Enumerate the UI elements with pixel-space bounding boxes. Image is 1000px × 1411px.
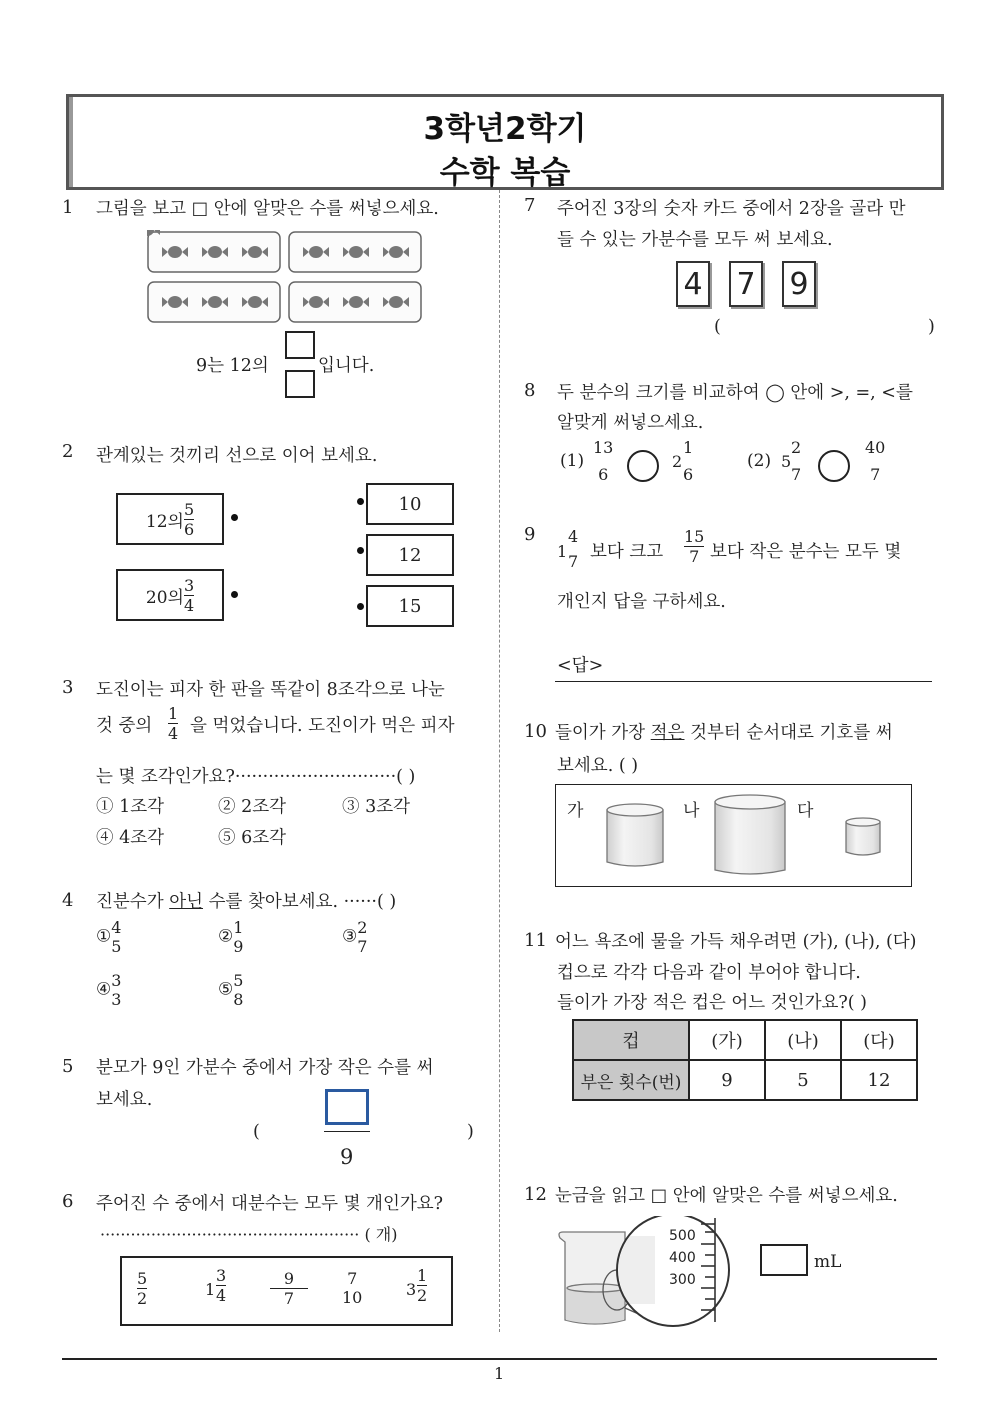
q9-answer-label: <답> [557, 656, 604, 676]
q6-item-whole: 1 [205, 1280, 216, 1299]
q12-answer-box[interactable] [760, 1244, 808, 1276]
q9-number: 9 [524, 524, 536, 545]
q2-left-item[interactable] [116, 569, 224, 621]
denominator: 2 [137, 1289, 148, 1308]
q9-answer-line[interactable] [555, 681, 932, 682]
q8-number: 8 [524, 380, 536, 401]
scale-label: 300 [669, 1272, 696, 1288]
q8-p1-b [683, 438, 693, 484]
q7-number: 7 [524, 195, 536, 216]
numerator: 5 [137, 1269, 148, 1288]
footer-line [62, 1358, 937, 1360]
denominator: 7 [270, 1288, 308, 1308]
cups-svg [600, 790, 890, 884]
q3-choice[interactable]: ③ 3조각 [342, 797, 411, 817]
q7-paren-close: ) [928, 317, 935, 337]
q6-item [270, 1269, 308, 1308]
q3-line2-post: 을 먹었습니다. 도진이가 먹은 피자 [190, 716, 455, 736]
q8-line1: 두 분수의 크기를 비교하여 ◯ 안에 >, =, <를 [557, 383, 913, 403]
q2-dot[interactable] [231, 514, 238, 521]
q2-text: 관계있는 것끼리 선으로 이어 보세요. [96, 446, 378, 466]
numerator: 3 [216, 1266, 227, 1285]
q4-choice[interactable] [218, 918, 243, 956]
numerator: 7 [347, 1269, 358, 1288]
numerator: 3 [183, 575, 195, 595]
numerator: 1 [417, 1266, 428, 1285]
q1-sentence-right: 입니다. [318, 356, 375, 376]
q5-fraction-bar [324, 1131, 370, 1132]
choice-fraction [233, 918, 243, 956]
choice-fraction [357, 918, 367, 956]
q6-item [137, 1269, 147, 1308]
q7-paren-open: ( [714, 317, 721, 337]
q6-line1: 주어진 수 중에서 대분수는 모두 몇 개인가요? [96, 1194, 444, 1214]
q10-line2: 보세요. ( ) [557, 756, 639, 776]
cup-label: 가 [567, 801, 584, 821]
number-card[interactable]: 4 [676, 261, 710, 307]
q4-text-pre: 진분수가 [96, 892, 164, 912]
q8-line2: 알맞게 써넣으세요. [557, 413, 704, 433]
q3-number: 3 [62, 677, 74, 698]
numerator: 15 [684, 527, 705, 546]
choice-mark: ③ [342, 926, 358, 947]
q2-right-item[interactable]: 12 [366, 534, 454, 576]
q4-choice[interactable] [218, 971, 243, 1009]
denominator: 4 [183, 595, 195, 615]
q6-line2: ··················································· ( 개) [100, 1225, 398, 1244]
denominator: 3 [111, 990, 122, 1009]
q8-p2-label: (2) [747, 451, 772, 471]
q4-text-post: 수를 찾아보세요. ······( ) [208, 892, 397, 912]
q2-right-item[interactable]: 10 [366, 483, 454, 525]
table-header: (가) [688, 1019, 766, 1061]
q10-text-pre: 들이가 가장 [555, 723, 646, 743]
q8-p1-compare-circle[interactable] [627, 450, 659, 482]
cup-label: 다 [797, 801, 814, 821]
q6-item-whole: 3 [406, 1280, 417, 1299]
q3-choice[interactable]: ④ 4조각 [96, 828, 165, 848]
q3-line1: 도진이는 피자 한 판을 똑같이 8조각으로 나눈 [96, 680, 445, 700]
numerator: 13 [593, 438, 614, 457]
denominator: 4 [168, 724, 179, 743]
q4-number: 4 [62, 890, 74, 911]
q11-line1: 어느 욕조에 물을 가득 채우려면 (가), (나), (다) [555, 932, 917, 952]
q5-numerator-box[interactable] [325, 1089, 369, 1125]
q3-choice[interactable]: ① 1조각 [96, 797, 165, 817]
denominator: 6 [683, 465, 694, 484]
choice-mark: ⑤ [218, 979, 234, 1000]
table-cell: 12 [840, 1059, 918, 1101]
denominator: 4 [216, 1286, 227, 1305]
candy-illustration [147, 230, 423, 324]
q7-line1: 주어진 3장의 숫자 카드 중에서 2장을 골라 만 [557, 199, 906, 219]
numerator: 1 [233, 918, 244, 937]
numerator: 4 [568, 527, 579, 546]
denominator: 5 [111, 937, 122, 956]
q9-mid: 보다 크고 [590, 542, 664, 562]
q4-choice[interactable] [96, 971, 121, 1009]
numerator: 1 [168, 704, 179, 723]
choice-mark: ① [96, 926, 112, 947]
q10-text [555, 718, 893, 748]
q4-choice[interactable] [96, 918, 121, 956]
q11-number: 11 [524, 930, 547, 951]
numerator: 5 [183, 499, 195, 519]
q1-number: 1 [62, 197, 74, 218]
numerator: 5 [233, 971, 244, 990]
denominator: 7 [870, 465, 881, 484]
q7-line2: 들 수 있는 가분수를 모두 써 보세요. [557, 230, 833, 250]
denominator: 7 [684, 546, 704, 566]
numerator: 4 [111, 918, 122, 937]
scale-label: 400 [669, 1250, 696, 1266]
q10-text-underline: 적은 [650, 723, 685, 743]
q12-number: 12 [524, 1184, 547, 1205]
q1-denominator-box[interactable] [285, 370, 315, 398]
denominator: 10 [342, 1288, 363, 1307]
denominator: 7 [568, 552, 579, 571]
numerator: 9 [283, 1269, 295, 1288]
choice-fraction [111, 971, 121, 1009]
cup-label: 나 [683, 801, 700, 821]
q8-p1-label: (1) [560, 451, 585, 471]
beaker-illustration [555, 1216, 730, 1334]
choice-mark: ④ [96, 979, 112, 1000]
numerator: 2 [357, 918, 368, 937]
q5-number: 5 [62, 1056, 74, 1077]
denominator: 2 [417, 1286, 428, 1305]
q8-p1-b-whole: 2 [672, 452, 683, 471]
number-card[interactable]: 7 [729, 261, 763, 307]
q8-p2-b [865, 438, 885, 484]
q6-item [216, 1266, 226, 1305]
q6-number: 6 [62, 1191, 74, 1212]
q3-fraction [168, 704, 178, 743]
q11-line2: 컵으로 각각 다음과 같이 부어야 합니다. [557, 963, 861, 983]
q5-paren-open: ( [253, 1122, 260, 1142]
q8-p2-a-whole: 5 [781, 452, 792, 471]
q8-p2-compare-circle[interactable] [818, 450, 850, 482]
choice-fraction [111, 918, 121, 956]
title-box [66, 94, 944, 190]
q1-text: 그림을 보고 □ 안에 알맞은 수를 써넣으세요. [96, 199, 439, 219]
q3-line3: 는 몇 조각인가요?·····························( ) [96, 767, 416, 787]
q8-p2-a [791, 438, 801, 484]
q8-p1-a [593, 438, 613, 484]
cup-illustrations [600, 790, 890, 884]
q2-left-fraction [184, 576, 194, 615]
q6-number-box [120, 1256, 453, 1326]
denominator: 9 [233, 937, 244, 956]
q9-line2: 개인지 답을 구하세요. [557, 592, 726, 612]
q2-dot[interactable] [357, 547, 364, 554]
q5-line2: 보세요. [96, 1090, 153, 1110]
q5-denominator: 9 [340, 1145, 354, 1169]
q2-dot[interactable] [357, 498, 364, 505]
q5-line1: 분모가 9인 가분수 중에서 가장 작은 수를 써 [96, 1058, 434, 1078]
denominator: 7 [791, 465, 802, 484]
numerator: 3 [111, 971, 122, 990]
title-line2: 수학 복습 [439, 155, 571, 191]
q9-post: 보다 작은 분수는 모두 몇 [710, 542, 902, 562]
q2-number: 2 [62, 441, 74, 462]
q2-dot[interactable] [231, 591, 238, 598]
q10-text-post: 것부터 순서대로 기호를 써 [690, 723, 893, 743]
q4-choice[interactable] [342, 918, 367, 956]
q4-text-underline: 아닌 [169, 892, 204, 912]
q9-a-whole: 1 [557, 542, 568, 561]
denominator: 6 [183, 519, 195, 539]
choice-mark: ② [218, 926, 234, 947]
table-row-label: 부은 횟수(번) [572, 1059, 690, 1101]
scale-label: 500 [669, 1228, 696, 1244]
q12-text: 눈금을 읽고 □ 안에 알맞은 수를 써넣으세요. [555, 1186, 898, 1206]
q3-line2-pre: 것 중의 [96, 716, 153, 736]
beaker-svg [555, 1216, 730, 1334]
q3-choice[interactable]: ② 2조각 [218, 797, 287, 817]
q2-left-item[interactable] [116, 493, 224, 545]
denominator: 6 [598, 465, 609, 484]
q10-number: 10 [524, 721, 547, 742]
number-card[interactable]: 9 [782, 261, 816, 307]
table-cell: 9 [688, 1059, 766, 1101]
table-header: 컵 [572, 1019, 690, 1061]
q2-right-item[interactable]: 15 [366, 585, 454, 627]
q12-unit: mL [814, 1252, 842, 1272]
numerator: 40 [865, 438, 886, 457]
q6-item [342, 1269, 362, 1307]
denominator: 7 [357, 937, 368, 956]
candy-image [147, 230, 423, 324]
q2-left-fraction [184, 500, 194, 539]
q9-b [684, 527, 704, 566]
page-number: 1 [494, 1364, 505, 1383]
title-line1: 3학년2학기 [423, 111, 587, 147]
q1-sentence-left: 9는 12의 [196, 356, 269, 376]
table-header: (다) [840, 1019, 918, 1061]
q6-item [417, 1266, 427, 1305]
q4-text [96, 887, 396, 917]
q9-a [568, 527, 578, 571]
q11-line3: 들이가 가장 적은 컵은 어느 것인가요?( ) [557, 993, 867, 1013]
numerator: 2 [791, 438, 802, 457]
column-divider [499, 190, 500, 1332]
q2-left-prefix: 12의 [145, 511, 184, 532]
denominator: 8 [233, 990, 244, 1009]
q5-paren-close: ) [467, 1122, 474, 1142]
q2-dot[interactable] [357, 603, 364, 610]
numerator: 1 [683, 438, 694, 457]
table-cell: 5 [764, 1059, 842, 1101]
q2-left-prefix: 20의 [145, 587, 184, 608]
q1-numerator-box[interactable] [285, 331, 315, 359]
table-header: (나) [764, 1019, 842, 1061]
choice-fraction [233, 971, 243, 1009]
q3-choice[interactable]: ⑤ 6조각 [218, 828, 287, 848]
